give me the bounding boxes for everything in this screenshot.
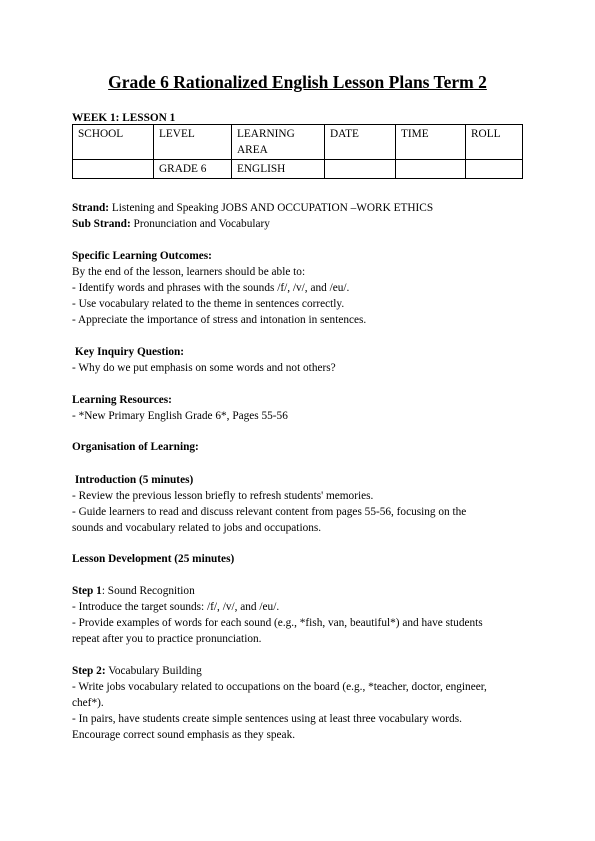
- step1-section: [72, 583, 524, 647]
- organisation-heading: Organisation of Learning:: [72, 441, 199, 453]
- step1-line: - Provide examples of words for each sound (e.g., *fish, van, beautiful*) and have students: [72, 617, 483, 629]
- introduction-section: [72, 472, 524, 536]
- introduction-line: - Guide learners to read and discuss relevant content from pages 55-56, focusing on the: [72, 506, 467, 518]
- table-cell: [396, 160, 466, 179]
- table-row: [73, 160, 523, 179]
- strand-text: Listening and Speaking JOBS AND OCCUPATION –WORK ETHICS: [109, 202, 434, 214]
- list-item: - Appreciate the importance of stress and intonation in sentences.: [72, 314, 367, 326]
- table-cell: GRADE 6: [154, 160, 232, 179]
- resources-text: - *New Primary English Grade 6*, Pages 55-56: [72, 410, 288, 422]
- step1-title: : Sound Recognition: [101, 585, 195, 597]
- table-header-cell: DATE: [325, 125, 396, 160]
- strand-label: Strand:: [72, 202, 110, 214]
- step2-line: - In pairs, have students create simple sentences using at least three vocabulary words.: [72, 713, 462, 725]
- strand-section: [72, 200, 524, 232]
- table-header-cell: ROLL: [466, 125, 523, 160]
- table-header-cell: TIME: [396, 125, 466, 160]
- resources-section: [72, 392, 524, 424]
- table-header-row: [73, 125, 523, 160]
- step2-section: [72, 663, 524, 743]
- list-item: - Use vocabulary related to the theme in sentences correctly.: [72, 298, 345, 310]
- inquiry-section: [72, 344, 524, 376]
- sub-strand-text: Pronunciation and Vocabulary: [130, 218, 270, 230]
- outcomes-heading: Specific Learning Outcomes:: [72, 250, 212, 262]
- step1-line: repeat after you to practice pronunciation.: [72, 633, 262, 645]
- introduction-heading: Introduction (5 minutes): [72, 474, 194, 486]
- list-item: - Identify words and phrases with the sounds /f/, /v/, and /eu/.: [72, 282, 350, 294]
- step2-line: chef*).: [72, 697, 104, 709]
- week-label: WEEK 1: LESSON 1: [72, 112, 176, 124]
- introduction-line: sounds and vocabulary related to jobs and occupations.: [72, 522, 322, 534]
- table-cell: [325, 160, 396, 179]
- table-cell: [73, 160, 154, 179]
- outcomes-section: [72, 248, 524, 328]
- lesson-info-table: [72, 124, 523, 179]
- outcomes-intro: By the end of the lesson, learners should be able to:: [72, 266, 306, 278]
- table-header-cell: LEVEL: [154, 125, 232, 160]
- step2-line: - Write jobs vocabulary related to occupations on the board (e.g., *teacher, doctor, engineer,: [72, 681, 487, 693]
- step1-label: Step 1: [72, 585, 102, 597]
- page-title: Grade 6 Rationalized English Lesson Plans Term 2: [108, 72, 487, 92]
- step2-label: Step 2:: [72, 665, 106, 677]
- step1-line: - Introduce the target sounds: /f/, /v/, and /eu/.: [72, 601, 280, 613]
- table-header-cell: SCHOOL: [73, 125, 154, 160]
- step2-line: Encourage correct sound emphasis as they speak.: [72, 729, 296, 741]
- resources-heading: Learning Resources:: [72, 394, 172, 406]
- development-heading: Lesson Development (25 minutes): [72, 553, 235, 565]
- table-cell: ENGLISH: [232, 160, 325, 179]
- step2-title: Vocabulary Building: [105, 665, 202, 677]
- sub-strand-label: Sub Strand:: [72, 218, 131, 230]
- table-header-cell: LEARNING AREA: [232, 125, 325, 160]
- introduction-line: - Review the previous lesson briefly to refresh students' memories.: [72, 490, 374, 502]
- inquiry-text: - Why do we put emphasis on some words and not others?: [72, 362, 336, 374]
- table-cell: [466, 160, 523, 179]
- inquiry-heading: Key Inquiry Question:: [72, 346, 185, 358]
